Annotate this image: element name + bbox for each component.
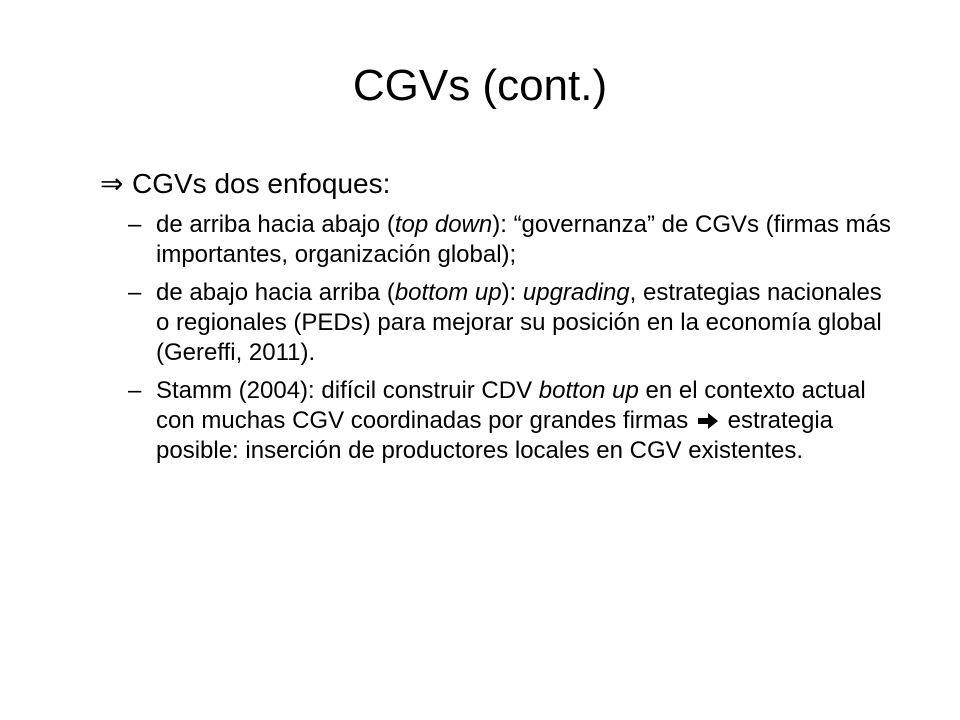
sub-point-text: en el contexto actual con muchas CGV coordinadas por grandes firmas xyxy=(156,377,866,434)
sub-point-emphasis: bottom up xyxy=(394,279,502,306)
main-point-text: CGVs dos enfoques: xyxy=(132,168,391,199)
sub-point-top-down xyxy=(100,210,896,270)
sub-point-text: ): “governanza” de CGVs (firmas más importantes, organización global); xyxy=(156,211,892,268)
slide-title: CGVs (cont.) xyxy=(352,61,608,110)
dash-bullet: – xyxy=(128,279,142,306)
dash-bullet: – xyxy=(128,377,142,404)
implies-bullet-icon: ⇒ xyxy=(100,168,124,199)
sub-point-text: , estrategias nacionales o regionales (PEDs) para mejorar su posición en la economía global (Gereffi, 2011). xyxy=(156,279,882,366)
sub-point-text: ): xyxy=(501,279,523,306)
sub-point-text: Stamm (2004): difícil construir CDV xyxy=(156,377,539,404)
slide-content xyxy=(100,164,920,474)
right-arrow-icon xyxy=(697,412,719,430)
sub-point-emphasis: top down xyxy=(394,211,493,238)
main-point xyxy=(100,164,920,204)
sub-point-bottom-up xyxy=(100,278,896,368)
sub-point-text: de abajo hacia arriba ( xyxy=(156,279,395,306)
sub-point-stamm xyxy=(100,376,896,466)
sub-point-emphasis: botton up xyxy=(538,377,639,404)
sub-point-text: de arriba hacia abajo ( xyxy=(156,211,395,238)
sub-point-emphasis: upgrading xyxy=(522,279,630,306)
sub-point-text: estrategia posible: inserción de productores locales en CGV existentes. xyxy=(156,407,834,464)
dash-bullet: – xyxy=(128,211,142,238)
